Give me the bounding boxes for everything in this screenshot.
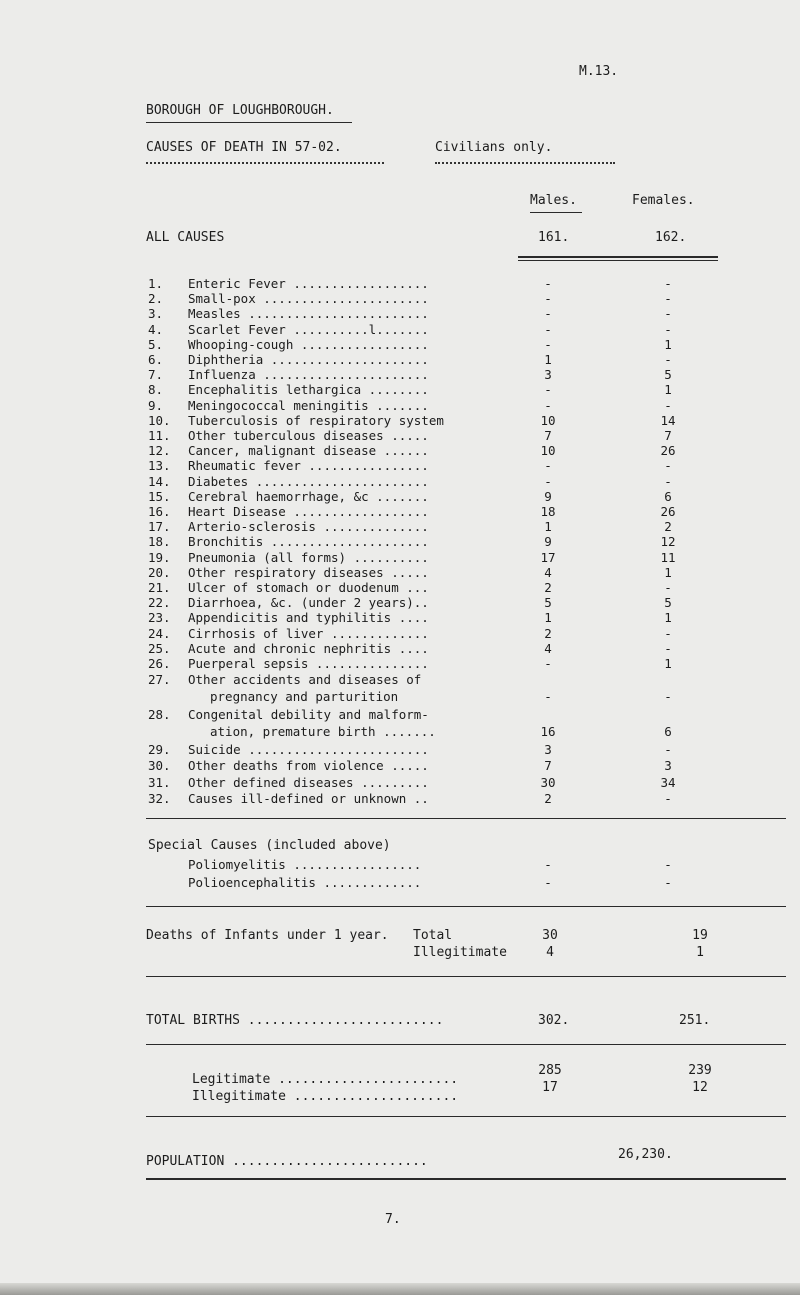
cause-males: 3 [544,742,552,757]
males-header-underline [530,212,582,213]
all-causes-double-rule [518,256,718,258]
cause-row [148,367,788,383]
cause-row [148,580,788,596]
cause-row [148,519,788,535]
cause-row [148,474,788,490]
cause-row [148,742,788,758]
cause-number: 5. [148,336,164,352]
infant-illegitimate-males: 4 [546,945,554,960]
cause-males: 2 [544,790,552,806]
cause-females: 6 [664,724,672,739]
cause-number: 21. [148,580,171,595]
cause-row [148,656,788,672]
special-row-polioencephalitis [148,875,788,891]
cause-number: 4. [148,321,164,337]
cause-females: 1 [664,564,672,580]
cause-females: 1 [664,656,672,671]
cause-name: Appendicitis and typhilitis .... [188,610,429,626]
cause-name: Tuberculosis of respiratory system [188,412,444,428]
cause-number: 8. [148,382,164,398]
special-row-poliomyelitis [148,857,788,873]
cause-number: 18. [148,534,171,550]
males-column-header: Males. [530,193,577,208]
cause-females: - [664,742,672,757]
cause-name: Enteric Fever .................. [188,276,429,291]
cause-name: Causes ill-defined or unknown .. [188,790,429,806]
cause-row [148,443,788,459]
section-rule-2 [146,906,786,907]
cause-name: Cerebral haemorrhage, &c ....... [188,488,429,504]
cause-name: Influenza ...................... [188,367,429,383]
cause-males: 2 [544,580,552,595]
cause-females: 6 [664,488,672,504]
cause-males: 1 [544,519,552,535]
borough-underline [146,122,352,123]
cause-name: Cancer, malignant disease ...... [188,443,429,459]
cause-name: Diarrhoea, &c. (under 2 years).. [188,595,429,611]
cause-number: 24. [148,625,171,641]
cause-number: 17. [148,519,171,535]
cause-name: Suicide ........................ [188,742,429,757]
cause-row [148,306,788,322]
cause-name: Diabetes ....................... [188,473,429,489]
cause-number: 1. [148,276,164,291]
section-rule-1 [146,818,786,819]
page-number: 7. [385,1212,401,1227]
infant-total-males: 30 [542,928,558,943]
cause-number: 26. [148,656,171,671]
cause-females: - [664,625,672,641]
cause-row [148,291,788,307]
special-females: - [664,857,672,872]
cause-males: - [544,473,552,489]
cause-males: 3 [544,367,552,383]
cause-name: Diphtheria ..................... [188,352,429,367]
all-causes-label: ALL CAUSES [146,230,225,245]
illegitimate-females: 12 [692,1080,708,1095]
all-causes-males: 161. [538,230,570,245]
cause-row-28 [148,707,788,723]
cause-females: - [664,458,672,474]
cause-name: Rheumatic fever ................ [188,458,429,474]
cause-males: 18 [540,504,556,519]
cause-name: Measles ........................ [188,306,429,322]
section-rule-5 [146,1116,786,1117]
cause-males: 4 [544,640,552,656]
cause-name: Ulcer of stomach or duodenum ... [188,580,429,595]
cause-row [148,595,788,611]
cause-females: - [664,640,672,656]
cause-row [148,276,788,292]
cause-females: - [664,689,672,704]
cause-males: - [544,382,552,398]
cause-row [148,352,788,368]
cause-males: - [544,291,552,307]
cause-row [148,758,788,774]
special-cause-name: Poliomyelitis ................. [188,857,422,872]
cause-number: 3. [148,306,164,322]
population-underline [146,1178,786,1180]
cause-row [148,337,788,353]
cause-number: 11. [148,428,171,443]
cause-females: 26 [660,443,676,459]
cause-row [148,504,788,520]
cause-row [148,322,788,338]
cause-number: 7. [148,367,164,383]
cause-females: 12 [660,534,676,550]
cause-name: Other tuberculous diseases ..... [188,428,429,443]
cause-males: 9 [544,488,552,504]
illegitimate-males: 17 [542,1080,558,1095]
legitimate-females: 239 [688,1063,712,1078]
cause-males: - [544,276,552,291]
cause-number: 27. [148,672,171,687]
cause-row-27-cont [148,689,788,705]
cause-males: 2 [544,625,552,641]
cause-row [148,534,788,550]
cause-row [148,398,788,414]
cause-males: - [544,306,552,322]
cause-name: Arterio-sclerosis .............. [188,519,429,535]
cause-row [148,565,788,581]
cause-number: 14. [148,473,171,489]
cause-males: 4 [544,564,552,580]
special-causes-heading: Special Causes (included above) [148,838,391,853]
cause-number: 9. [148,397,164,413]
cause-name: Scarlet Fever ..........l....... [188,321,429,337]
cause-number: 6. [148,352,164,367]
special-females: - [664,875,672,890]
all-causes-double-rule-b [518,260,718,261]
special-males: - [544,857,552,872]
all-causes-females: 162. [655,230,687,245]
cause-females: - [664,473,672,489]
cause-males: - [544,336,552,352]
cause-row [148,550,788,566]
cause-name: Whooping-cough ................. [188,336,429,352]
total-births-males: 302. [538,1013,570,1028]
cause-row [148,610,788,626]
infant-deaths-label: Deaths of Infants under 1 year. [146,928,389,943]
section-rule-3 [146,976,786,977]
cause-name: Puerperal sepsis ............... [188,656,429,671]
cause-name: Cirrhosis of liver ............. [188,625,429,641]
cause-number: 2. [148,291,164,307]
cause-males: - [544,321,552,337]
illegitimate-label: Illegitimate ..................... [192,1089,459,1104]
infant-total-label: Total [413,928,453,943]
cause-name: Heart Disease .................. [188,504,429,519]
cause-row [148,428,788,444]
cause-name-continued: ation, premature birth ....... [210,724,436,739]
cause-name-continued: pregnancy and parturition [210,689,399,704]
total-births-label: TOTAL BIRTHS ......................... [146,1013,444,1028]
cause-males: 30 [540,774,556,790]
population-label: POPULATION ......................... [146,1154,428,1169]
cause-females: - [664,276,672,291]
cause-name: Pneumonia (all forms) .......... [188,549,429,565]
cause-number: 25. [148,640,171,656]
cause-number: 10. [148,412,171,428]
cause-name: Meningococcal meningitis ....... [188,397,429,413]
cause-row [148,791,788,807]
special-males: - [544,875,552,890]
civilians-heading: Civilians only. [435,140,553,155]
cause-females: 1 [664,610,672,626]
cause-males: 7 [544,758,552,774]
scan-bottom-edge [0,1283,800,1295]
cause-name: Other defined diseases ......... [188,774,429,790]
cause-females: 3 [664,758,672,774]
cause-males: - [544,656,552,671]
cause-row [148,382,788,398]
cause-females: - [664,397,672,413]
cause-number: 29. [148,742,171,757]
infant-illegitimate-females: 1 [696,945,704,960]
females-column-header: Females. [632,193,695,208]
cause-males: 10 [540,443,556,459]
cause-females: 5 [664,367,672,383]
infant-illegitimate-label: Illegitimate [413,945,507,960]
cause-females: 11 [660,549,676,565]
cause-females: - [664,321,672,337]
cause-number: 28. [148,707,171,722]
cause-row [148,489,788,505]
cause-males: 10 [540,412,556,428]
causes-heading: CAUSES OF DEATH IN 57-02. [146,140,342,155]
cause-number: 19. [148,549,171,565]
cause-females: 1 [664,382,672,398]
cause-females: 34 [660,774,676,790]
cause-name: Bronchitis ..................... [188,534,429,550]
cause-name: Acute and chronic nephritis .... [188,640,429,656]
infant-total-females: 19 [692,928,708,943]
cause-number: 22. [148,595,171,611]
cause-males: - [544,397,552,413]
borough-title: BOROUGH OF LOUGHBOROUGH. [146,103,334,118]
dotted-underline-right [435,162,615,164]
cause-row [148,413,788,429]
cause-females: 5 [664,595,672,611]
legitimate-label: Legitimate ....................... [192,1072,459,1087]
cause-males: 5 [544,595,552,611]
cause-females: - [664,291,672,307]
cause-females: - [664,580,672,595]
cause-name: Small-pox ...................... [188,291,429,307]
cause-row-27 [148,672,788,688]
cause-females: 2 [664,519,672,535]
dotted-underline-left [146,162,384,164]
cause-number: 16. [148,504,171,519]
cause-females: 26 [660,504,676,519]
cause-males: - [544,689,552,704]
legitimate-males: 285 [538,1063,562,1078]
cause-name: Other respiratory diseases ..... [188,564,429,580]
cause-males: 16 [540,724,556,739]
cause-males: - [544,458,552,474]
cause-number: 30. [148,758,171,774]
cause-row [148,458,788,474]
cause-females: - [664,790,672,806]
cause-females: - [664,352,672,367]
cause-number: 13. [148,458,171,474]
cause-name: Encephalitis lethargica ........ [188,382,429,398]
cause-row [148,626,788,642]
cause-row-28-cont [148,724,788,740]
cause-females: 7 [664,428,672,443]
cause-females: 1 [664,336,672,352]
population-value: 26,230. [618,1147,673,1162]
cause-females: 14 [660,412,676,428]
cause-name: Congenital debility and malform- [188,707,429,722]
cause-name: Other accidents and diseases of [188,672,422,687]
cause-males: 9 [544,534,552,550]
cause-number: 15. [148,488,171,504]
cause-males: 1 [544,352,552,367]
cause-number: 20. [148,564,171,580]
cause-row [148,641,788,657]
cause-name: Other deaths from violence ..... [188,758,429,774]
total-births-females: 251. [679,1013,711,1028]
cause-males: 1 [544,610,552,626]
cause-number: 32. [148,790,171,806]
cause-females: - [664,306,672,322]
document-reference: M.13. [579,64,619,79]
cause-number: 23. [148,610,171,626]
section-rule-4 [146,1044,786,1045]
cause-number: 12. [148,443,171,459]
cause-row [148,775,788,791]
cause-males: 17 [540,549,556,565]
special-cause-name: Polioencephalitis ............. [188,875,422,890]
cause-males: 7 [544,428,552,443]
cause-number: 31. [148,774,171,790]
